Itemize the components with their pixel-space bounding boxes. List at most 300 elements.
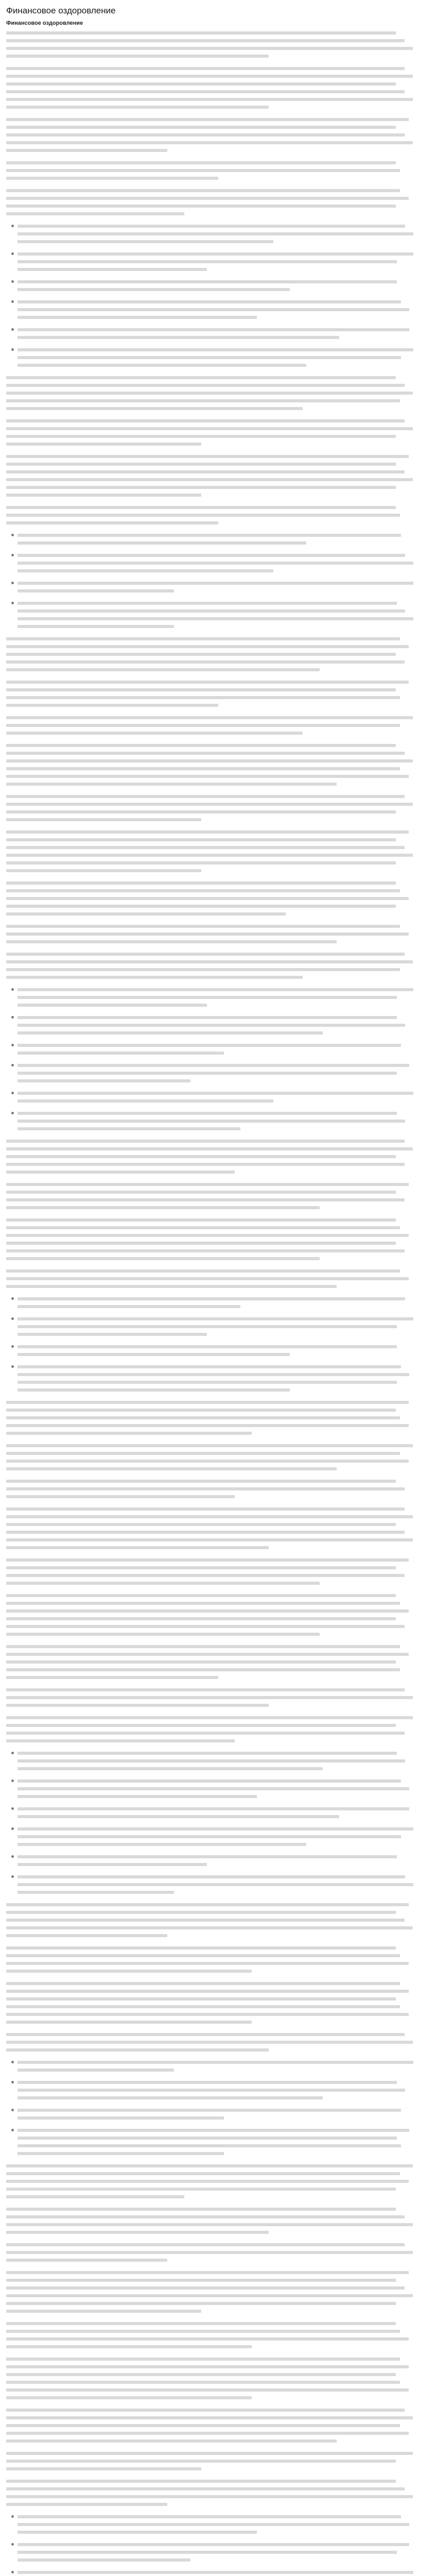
text-bar xyxy=(6,435,396,438)
text-bar xyxy=(6,1724,396,1727)
text-line xyxy=(6,2449,430,2457)
text-line xyxy=(6,2406,430,2414)
text-bar xyxy=(6,82,396,86)
text-bar xyxy=(6,2365,409,2368)
text-line xyxy=(6,2307,430,2315)
text-line xyxy=(6,2193,430,2200)
text-line xyxy=(6,1987,430,1995)
text-bar xyxy=(6,463,396,466)
list-item xyxy=(6,1315,430,1338)
text-bar xyxy=(6,1688,405,1691)
text-bar xyxy=(6,2164,413,2167)
paragraph xyxy=(6,2268,430,2315)
text-bar xyxy=(6,1460,409,1463)
text-line xyxy=(18,567,430,574)
text-bar xyxy=(6,2271,409,2274)
text-bar xyxy=(18,602,397,605)
text-bar xyxy=(6,2188,396,2191)
text-bar xyxy=(18,2129,409,2132)
text-line xyxy=(6,658,430,666)
text-line xyxy=(18,313,430,321)
list-item xyxy=(6,346,430,369)
text-line xyxy=(6,1196,430,1204)
text-line xyxy=(18,1013,430,1021)
text-bar xyxy=(6,2495,413,2498)
text-line xyxy=(6,187,430,194)
text-line xyxy=(6,519,430,527)
text-bar xyxy=(6,126,396,129)
text-line xyxy=(6,1615,430,1622)
bullet-dot-icon xyxy=(11,2571,14,2573)
text-line xyxy=(18,2078,430,2086)
text-line xyxy=(6,1564,430,1571)
text-line xyxy=(6,2485,430,2493)
text-bar xyxy=(6,1257,320,1260)
text-line xyxy=(6,2284,430,2292)
text-line xyxy=(6,1485,430,1493)
text-bar xyxy=(6,205,396,208)
text-bar xyxy=(6,407,303,410)
text-bar xyxy=(6,2302,396,2305)
text-bar xyxy=(6,1962,409,1965)
text-line xyxy=(18,1097,430,1105)
text-bar xyxy=(18,589,174,592)
list-item xyxy=(6,1295,430,1310)
text-bar xyxy=(6,98,413,101)
text-bar xyxy=(6,831,409,834)
text-bar xyxy=(18,1333,207,1336)
text-bar xyxy=(6,2243,405,2246)
text-line xyxy=(6,1449,430,1457)
text-line xyxy=(6,1429,430,1437)
text-bar xyxy=(6,854,413,857)
text-bar xyxy=(18,1072,397,1075)
text-bar xyxy=(6,1163,405,1166)
text-bar xyxy=(6,419,405,422)
text-line xyxy=(6,468,430,476)
text-bar xyxy=(6,1206,320,1209)
text-bar xyxy=(6,1480,396,1483)
text-bar xyxy=(6,861,396,865)
text-line xyxy=(6,894,430,902)
text-line xyxy=(6,1630,430,1638)
text-line xyxy=(6,1916,430,1924)
text-line xyxy=(18,1049,430,1057)
paragraph xyxy=(6,1505,430,1551)
text-line xyxy=(18,2086,430,2094)
text-bar xyxy=(18,2137,397,2140)
text-bar xyxy=(18,1016,397,1019)
text-bar xyxy=(6,783,337,786)
bullet-dot-icon xyxy=(11,1064,14,1066)
text-line xyxy=(6,887,430,894)
text-bar xyxy=(6,1546,269,1549)
text-bar xyxy=(6,953,405,956)
text-line xyxy=(6,1579,430,1587)
text-line xyxy=(6,1204,430,1211)
text-line xyxy=(6,859,430,867)
text-line xyxy=(18,1757,430,1765)
text-bar xyxy=(18,2543,409,2546)
text-line xyxy=(6,103,430,111)
bullet-dot-icon xyxy=(11,225,14,227)
text-bar xyxy=(18,2144,401,2147)
text-line xyxy=(18,1041,430,1049)
text-bar xyxy=(18,2069,174,2072)
text-bar xyxy=(18,1807,409,1810)
paragraph xyxy=(6,1944,430,1975)
text-line xyxy=(6,417,430,425)
text-bar xyxy=(18,308,409,311)
list-item xyxy=(6,250,430,273)
text-line xyxy=(18,1077,430,1084)
text-bar xyxy=(6,2358,400,2361)
list-item xyxy=(6,1749,430,1772)
text-line xyxy=(6,139,430,146)
bullet-dot-icon xyxy=(11,1016,14,1019)
text-line xyxy=(6,2394,430,2401)
text-bar xyxy=(6,399,400,402)
text-line xyxy=(6,1599,430,1607)
text-line xyxy=(18,1363,430,1370)
text-line xyxy=(6,404,430,412)
text-line xyxy=(6,1442,430,1449)
text-bar xyxy=(6,1171,235,1174)
text-line xyxy=(6,2319,430,2327)
text-line xyxy=(18,1825,430,1833)
paragraph xyxy=(6,741,430,788)
text-line xyxy=(18,2556,430,2564)
text-line xyxy=(6,1544,430,1551)
text-line xyxy=(6,29,430,37)
text-line xyxy=(6,851,430,859)
text-line xyxy=(6,1952,430,1959)
text-bar xyxy=(6,506,396,509)
text-line xyxy=(18,1805,430,1812)
text-line xyxy=(18,2548,430,2556)
text-line xyxy=(18,1001,430,1009)
text-bar xyxy=(6,1249,405,1252)
text-bar xyxy=(6,1982,400,1985)
text-line xyxy=(6,910,430,918)
bullet-dot-icon xyxy=(11,1365,14,1368)
text-bar xyxy=(6,427,413,430)
text-bar xyxy=(18,625,174,628)
paragraph xyxy=(6,1137,430,1176)
text-line xyxy=(6,2292,430,2299)
text-bar xyxy=(6,118,409,121)
text-bar xyxy=(6,443,201,446)
text-line xyxy=(6,1160,430,1168)
paragraph xyxy=(6,2162,430,2200)
text-bar xyxy=(18,1815,339,1818)
paragraph xyxy=(6,503,430,527)
text-bar xyxy=(6,897,409,900)
text-bar xyxy=(18,609,405,613)
text-line xyxy=(18,1109,430,1117)
text-bar xyxy=(18,2089,405,2092)
text-bar xyxy=(6,1432,252,1435)
text-line xyxy=(6,2363,430,2370)
text-bar xyxy=(6,940,337,943)
text-line xyxy=(18,2114,430,2122)
text-bar xyxy=(6,1954,400,1957)
paragraph xyxy=(6,1686,430,1709)
text-bar xyxy=(6,2005,400,2008)
text-line xyxy=(6,1931,430,1939)
text-line xyxy=(6,1607,430,1615)
text-line xyxy=(6,721,430,729)
text-bar xyxy=(6,2033,405,2036)
text-line xyxy=(6,511,430,519)
text-bar xyxy=(6,1218,396,1222)
list-item xyxy=(6,1089,430,1105)
text-line xyxy=(18,2520,430,2528)
text-bar xyxy=(6,968,400,971)
text-bar xyxy=(6,869,201,872)
text-bar xyxy=(18,617,413,620)
text-line xyxy=(18,333,430,341)
list-item xyxy=(6,2568,430,2576)
text-bar xyxy=(6,133,405,137)
text-bar xyxy=(6,1467,337,1470)
list-item xyxy=(6,2540,430,2564)
bullet-dot-icon xyxy=(11,1092,14,1094)
bullet-dot-icon xyxy=(11,280,14,283)
text-line xyxy=(6,1406,430,1414)
text-line xyxy=(18,361,430,369)
paragraph xyxy=(6,1180,430,1211)
text-bar xyxy=(6,744,396,747)
text-line xyxy=(6,2465,430,2472)
text-bar xyxy=(18,582,413,585)
text-bar xyxy=(6,1401,409,1404)
text-line xyxy=(6,2355,430,2363)
paragraph xyxy=(6,714,430,737)
text-line xyxy=(6,432,430,440)
text-bar xyxy=(6,2467,201,2470)
text-bar xyxy=(6,838,396,841)
list-item xyxy=(6,1363,430,1394)
bullet-dot-icon xyxy=(11,582,14,584)
text-line xyxy=(18,1873,430,1880)
paragraph xyxy=(6,922,430,945)
text-line xyxy=(18,1860,430,1868)
text-bar xyxy=(6,2396,252,2399)
paragraph xyxy=(6,452,430,499)
text-line xyxy=(6,2327,430,2335)
text-bar xyxy=(6,2424,400,2427)
text-line xyxy=(6,166,430,174)
list-item xyxy=(6,1853,430,1868)
text-line xyxy=(6,1398,430,1406)
paragraph xyxy=(6,417,430,448)
text-bar xyxy=(6,494,201,497)
text-line xyxy=(18,1840,430,1848)
text-bar xyxy=(6,1990,409,1993)
text-line xyxy=(6,80,430,88)
text-bar xyxy=(6,2381,400,2384)
list-item xyxy=(6,579,430,595)
text-bar xyxy=(18,988,413,991)
text-line xyxy=(6,1556,430,1564)
bullet-dot-icon xyxy=(11,1044,14,1046)
text-line xyxy=(18,298,430,306)
text-line xyxy=(18,1833,430,1840)
text-line xyxy=(18,1323,430,1330)
text-line xyxy=(6,729,430,737)
text-bar xyxy=(6,1277,409,1280)
text-bar xyxy=(6,1645,400,1648)
text-bar xyxy=(18,1752,397,1755)
text-bar xyxy=(6,1903,409,1906)
text-line xyxy=(18,2094,430,2102)
list-item xyxy=(6,1343,430,1358)
list-item xyxy=(6,986,430,1009)
text-bar xyxy=(6,1739,235,1742)
text-line xyxy=(18,1069,430,1077)
text-line xyxy=(6,159,430,166)
text-bar xyxy=(6,846,405,849)
text-line xyxy=(6,194,430,202)
bullet-dot-icon xyxy=(11,534,14,536)
text-bar xyxy=(18,2061,413,2064)
text-line xyxy=(6,1188,430,1196)
text-bar xyxy=(6,653,396,656)
text-bar xyxy=(6,2480,396,2483)
bullet-dot-icon xyxy=(11,328,14,331)
text-line xyxy=(18,599,430,607)
text-line xyxy=(18,993,430,1001)
text-line xyxy=(6,1255,430,1262)
text-line xyxy=(6,1536,430,1544)
text-line xyxy=(6,2228,430,2236)
paragraph xyxy=(6,1477,430,1500)
text-bar xyxy=(6,716,413,719)
text-bar xyxy=(6,1558,409,1562)
text-line xyxy=(6,2493,430,2500)
bullet-dot-icon xyxy=(11,1855,14,1858)
paragraph xyxy=(6,828,430,874)
text-line xyxy=(6,2500,430,2508)
text-line xyxy=(6,2276,430,2284)
text-line xyxy=(6,693,430,701)
text-line xyxy=(6,2241,430,2248)
text-line xyxy=(6,146,430,154)
text-line xyxy=(6,2177,430,2185)
text-line xyxy=(18,353,430,361)
text-bar xyxy=(6,889,400,892)
text-line xyxy=(18,1343,430,1350)
text-line xyxy=(18,230,430,238)
text-line xyxy=(6,72,430,80)
text-bar xyxy=(6,376,396,379)
lead-term: Финансовое оздоровление xyxy=(6,20,83,26)
text-line xyxy=(6,2429,430,2437)
text-bar xyxy=(6,933,409,936)
text-bar xyxy=(6,1716,413,1719)
text-line xyxy=(18,1749,430,1757)
text-line xyxy=(6,879,430,887)
text-bar xyxy=(6,189,400,192)
lead-paragraph xyxy=(6,20,430,27)
list-item xyxy=(6,551,430,574)
text-line xyxy=(6,1477,430,1485)
text-bar xyxy=(18,252,413,256)
text-line xyxy=(18,2528,430,2536)
text-bar xyxy=(18,1031,323,1035)
text-bar xyxy=(6,2294,413,2297)
text-bar xyxy=(6,1946,396,1950)
text-line xyxy=(6,1145,430,1153)
text-line xyxy=(18,559,430,567)
text-bar xyxy=(18,1112,397,1115)
text-bar xyxy=(6,1487,405,1490)
text-line xyxy=(6,491,430,499)
text-bar xyxy=(6,90,405,93)
paragraph xyxy=(6,2205,430,2236)
article-body xyxy=(6,29,430,2576)
paragraph xyxy=(6,635,430,673)
text-line xyxy=(6,1465,430,1472)
text-bar xyxy=(18,554,405,557)
text-line xyxy=(6,828,430,836)
text-line xyxy=(6,503,430,511)
text-line xyxy=(18,1295,430,1302)
text-bar xyxy=(6,2337,409,2341)
text-line xyxy=(18,1029,430,1037)
list-item xyxy=(6,1825,430,1848)
text-bar xyxy=(6,2223,413,2226)
text-bar xyxy=(6,724,400,727)
text-bar xyxy=(6,759,413,762)
text-bar xyxy=(18,2096,323,2099)
paragraph xyxy=(6,1398,430,1437)
text-bar xyxy=(6,1183,409,1186)
text-bar xyxy=(6,688,396,691)
text-bar xyxy=(18,2116,224,2120)
text-line xyxy=(18,326,430,333)
text-bar xyxy=(6,645,409,648)
text-bar xyxy=(6,1566,396,1569)
text-line xyxy=(6,1901,430,1908)
text-line xyxy=(6,1622,430,1630)
text-bar xyxy=(6,75,413,78)
paragraph xyxy=(6,1267,430,1290)
text-line xyxy=(6,836,430,843)
paragraph xyxy=(6,2477,430,2508)
text-line xyxy=(6,440,430,448)
text-bar xyxy=(6,169,400,172)
text-line xyxy=(18,986,430,993)
text-bar xyxy=(18,1780,401,1783)
text-line xyxy=(6,2335,430,2343)
text-line xyxy=(6,973,430,981)
paragraph xyxy=(6,2319,430,2350)
list-item xyxy=(6,2058,430,2074)
text-bar xyxy=(18,1835,401,1838)
text-line xyxy=(6,2205,430,2213)
text-bar xyxy=(6,810,396,814)
bullet-dot-icon xyxy=(11,1297,14,1300)
text-bar xyxy=(6,1531,405,1534)
text-line xyxy=(18,1061,430,1069)
text-line xyxy=(6,741,430,749)
text-line xyxy=(6,1239,430,1247)
text-line xyxy=(6,2030,430,2038)
text-bar xyxy=(18,328,409,331)
paragraph xyxy=(6,1591,430,1638)
